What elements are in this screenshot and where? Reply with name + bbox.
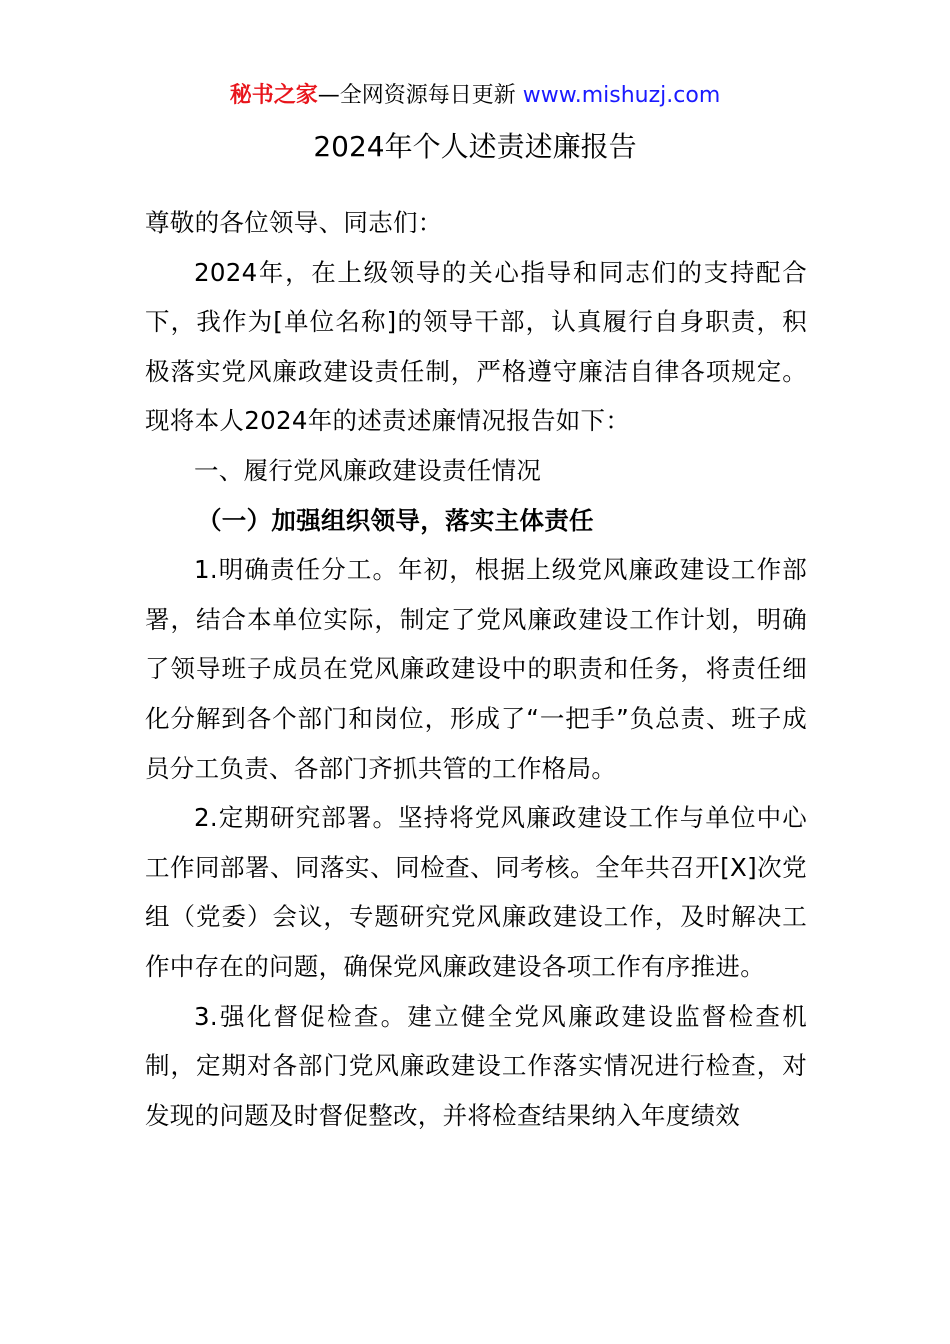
header-tagline: —全网资源每日更新	[317, 83, 516, 108]
salutation: 尊敬的各位领导、同志们：	[145, 208, 443, 237]
document-title: 2024年个人述责述廉报告	[313, 130, 637, 163]
paragraph-item-1: 1.明确责任分工。年初，根据上级党风廉政建设工作部署，结合本单位实际，制定了党风廉政建设工作计划，明确了领导班子成员在党风廉政建设中的职责和任务，将责任细化分解到各个部门和岗位，形成了“一把手”负总责、班子成员分工负责、各部门齐抓共管的工作格局。	[145, 555, 807, 783]
site-header	[0, 80, 950, 112]
brand-name: 秘书之家	[229, 83, 318, 108]
section-heading: 一、履行党风廉政建设责任情况	[194, 455, 542, 485]
document-body	[145, 198, 807, 1140]
paragraph-item-2: 2.定期研究部署。坚持将党风廉政建设工作与单位中心工作同部署、同落实、同检查、同考核。全年共召开[X]次党组（党委）会议，专题研究党风廉政建设工作，及时解决工作中存在的问题，确保党风廉政建设各项工作有序推进。	[145, 803, 807, 981]
site-url-link[interactable]: www.mishuzj.com	[522, 83, 721, 108]
subsection-heading: （一）加强组织领导，落实主体责任	[197, 505, 594, 535]
paragraph-item-3: 3.强化督促检查。建立健全党风廉政建设监督检查机制，定期对各部门党风廉政建设工作落实情况进行检查，对发现的问题及时督促整改，并将检查结果纳入年度绩效	[145, 1001, 807, 1130]
intro-paragraph: 2024年，在上级领导的关心指导和同志们的支持配合下，我作为[单位名称]的领导干部，认真履行自身职责，积极落实党风廉政建设责任制，严格遵守廉洁自律各项规定。现将本人2024年的述责述廉情况报告如下：	[145, 257, 807, 436]
